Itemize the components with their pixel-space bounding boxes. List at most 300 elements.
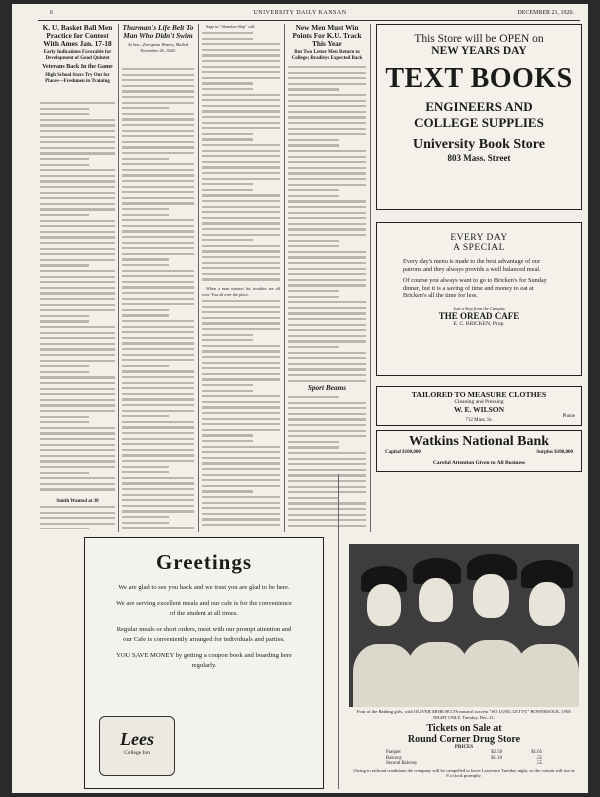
text-line [202,423,280,425]
text-line [202,105,280,107]
text-line [122,443,194,445]
text-line [40,444,115,446]
text-line [122,331,194,333]
text-line [40,186,115,188]
text-line [202,507,280,509]
text-line [122,247,194,249]
text-line [122,365,169,367]
text-line [122,90,194,92]
text-line [288,324,366,326]
text-line [40,404,115,406]
ad-new-years: NEW YEARS DAY [431,45,527,57]
text-line [202,468,280,470]
text-line [288,446,339,448]
text-line [40,304,115,306]
text-line [202,256,280,258]
text-line [122,471,169,473]
bathing-girls-photo [349,544,579,707]
text-line [202,88,253,90]
text-line [288,469,366,471]
text-line [288,122,366,124]
ad-cafe-owner: E. C. BRICKEN, Prop. [453,320,505,327]
subhead-basketball: Early Indications Favorable for Development of Good Quintet [43,50,112,61]
text-line [40,483,115,485]
text-line [288,519,366,521]
ticket-price-b: .55 [536,755,542,761]
text-line [122,449,194,451]
text-line [122,505,194,507]
text-line [288,430,366,432]
text-line [40,449,115,451]
column-divider [118,24,119,532]
text-line [40,360,115,362]
text-line [288,184,366,186]
text-line [288,195,339,197]
text-line [288,212,366,214]
text-line [122,482,194,484]
text-line [122,180,194,182]
text-line [202,60,280,62]
text-line [288,100,366,102]
text-line [122,320,194,322]
text-line [40,119,115,121]
text-line [202,378,280,380]
text-line [122,96,194,98]
text-line [40,236,115,238]
text-line [202,32,253,34]
text-line [40,276,115,278]
text-line [122,158,169,160]
text-line [40,214,89,216]
text-line [40,477,115,479]
text-line [202,328,280,330]
text-line [288,452,366,454]
text-line [202,94,280,96]
ticket-price-row [386,761,542,767]
ad-tailor-line1: TAILORED TO MEASURE CLOTHES [411,390,547,399]
subhead-track: But Two Letter Men Return to College; Bradleys Expected Back [291,50,363,61]
text-line [40,528,89,529]
text-line [202,362,280,364]
text-line [288,307,366,309]
text-line [288,340,366,342]
text-line [288,72,366,74]
text-line [288,290,339,292]
text-line [40,382,115,384]
text-line [288,240,339,242]
ticket-price-label: Balcony [386,755,402,761]
text-line [40,337,115,339]
text-line [288,497,339,499]
ad-cafe-body-1: Every day's menu is made to the best advantage of our patrons and they always provide a well balanced meal. [403,258,541,273]
text-line [122,85,194,87]
text-line [288,234,366,236]
text-line [202,373,280,375]
headline-track: New Men Must Win Points For K.U. Track This Year [292,24,362,48]
ad-engineers: ENGINEERS AND [425,99,533,114]
text-line [122,107,169,109]
text-line [40,460,115,462]
text-line [40,124,115,126]
text-line [40,371,89,373]
text-line [288,256,366,258]
ticket-price-label: Second Balcony [386,761,418,767]
text-line [122,79,194,81]
text-line [122,438,194,440]
text-line [40,432,115,434]
text-line [40,523,115,525]
text-line [122,348,194,350]
issue-date: DECEMBER 21, 1920. [517,10,574,16]
text-line [122,432,194,434]
column-1 [40,24,115,529]
ticket-price-table [346,750,582,767]
text-line [288,346,339,348]
text-line [122,510,194,512]
text-line [122,197,194,199]
greetings-title: Greetings [155,550,253,574]
text-line [202,317,280,319]
text-line [122,393,194,395]
text-line [202,49,280,51]
text-line [288,178,366,180]
text-line [288,111,366,113]
text-line [288,363,366,365]
text-line [202,401,280,403]
text-line [288,128,366,130]
ad-book-store [376,24,582,210]
text-line [202,446,280,448]
text-line [122,146,194,148]
text-line [202,412,280,414]
text-line [122,415,169,417]
text-line [122,236,194,238]
text-line [40,517,115,519]
text-line [202,384,253,386]
article-body [40,87,115,93]
text-line [122,303,194,305]
text-line [202,350,280,352]
text-line [122,118,194,120]
ticket-price-a: $2.50 [491,750,502,756]
text-line [288,105,366,107]
ad-cafe-body-2: Of course you always want to go to Bricken's for Sunday dinner, but it is a saving of time and money to eat at Bricken's all the time for less. [403,277,547,299]
text-line [40,298,115,300]
text-line [40,354,115,356]
text-line [202,99,280,101]
text-line [122,298,194,300]
text-line [122,135,194,137]
text-line [202,228,280,230]
ticket-title-1: Tickets on Sale at [426,723,502,735]
text-line [202,457,280,459]
text-line [122,522,169,524]
ad-tailor-name: W. E. WILSON [453,405,505,414]
greetings-p4: YOU SAVE MONEY by getting a coupon book and boarding here regularly. [116,652,292,669]
text-line [202,479,280,481]
text-line [288,413,366,415]
text-line [122,214,169,216]
text-line [40,287,115,289]
text-line [202,194,280,196]
text-line [40,259,115,261]
ad-tailor-address: 712 Mass. St. [465,418,493,423]
text-line [202,306,280,308]
text-line [288,139,339,141]
text-line [40,197,115,199]
greetings-p3: Regular meals or short orders, meet with our prompt attention and our Cafe is conveniently arranged for individuals and parties. [116,626,292,643]
text-line [122,354,194,356]
text-line [202,311,280,313]
lees-logo-sub: College Inn [124,750,150,756]
text-line [40,270,115,272]
text-line [40,164,89,166]
text-line [122,292,194,294]
text-line [202,356,280,358]
text-line [122,275,194,277]
text-line [288,352,366,354]
text-line [288,514,366,516]
text-line [40,136,115,138]
text-line [202,122,280,124]
text-line [202,485,280,487]
column-3 [202,24,280,529]
ad-store-address: 803 Mass. Street [447,153,511,163]
ad-open-line: This Store will be OPEN on [414,33,544,45]
text-line [288,418,366,420]
text-line [202,390,253,392]
text-line [202,138,253,140]
text-line [40,421,89,423]
text-line [288,66,366,68]
ticket-prices-label: PRICES [454,745,474,751]
ad-tailor-line2: Cleaning and Pressing [454,399,504,405]
text-line [122,477,194,479]
text-line [202,54,280,56]
headline-thurman: Thurman's Life Belt To Man Who Didn't Swim [122,24,194,40]
text-line [202,300,280,302]
text-line [202,77,280,79]
text-line [40,343,115,345]
ticket-price-a: $1.10 [491,755,502,761]
text-line [288,396,339,398]
text-line [202,406,280,408]
snippet-marries: When a man marries his troubles are all over. You all over the place. [202,286,280,297]
text-line [288,133,366,135]
ad-bank-capital: Capital $100,000 [385,450,421,455]
text-line [288,318,366,320]
ad-oread-cafe [376,222,582,376]
text-line [288,463,366,465]
text-line [202,82,253,84]
text-line [288,189,339,191]
ad-text-books: TEXT BOOKS [385,63,573,94]
text-line [40,427,115,429]
ad-cafe-tag: Just a Step from the Campus [453,305,505,311]
text-line [122,102,194,104]
text-line [40,292,115,294]
text-line [202,127,280,129]
text-line [202,206,280,208]
text-line [288,83,366,85]
text-line [40,108,89,110]
page-number: 6 [50,10,53,16]
text-line [202,150,280,152]
text-line [288,480,366,482]
text-line [122,309,169,311]
text-line [122,527,194,529]
text-line [288,474,366,476]
ad-tailor-phone: Phone [562,414,575,419]
text-line [202,183,253,185]
text-line [288,144,339,146]
text-line [288,335,366,337]
text-line [288,172,366,174]
text-line [202,278,280,280]
text-line [40,320,89,322]
text-line [40,315,89,317]
text-line [40,281,115,283]
text-line [202,496,280,498]
text-line [122,230,194,232]
text-line [40,309,115,311]
text-line [202,339,253,341]
text-line [40,231,115,233]
text-line [288,200,366,202]
text-line [122,219,194,221]
ad-greetings [84,537,324,789]
text-line [40,326,115,328]
text-line [202,245,280,247]
text-line [202,418,280,420]
text-line [288,161,366,163]
text-line [202,429,280,431]
text-line [40,410,115,412]
ad-tickets [346,709,582,789]
text-line [122,314,169,316]
text-line [288,296,339,298]
ad-store-name: University Book Store [413,137,545,152]
text-line [122,202,194,204]
dateline: At Sea—European Waters, Mailed November 26, 1920. [127,42,189,53]
headline-basketball: K. U. Basket Ball Men Practice for Contest With Ames Jan. 17-18 [42,24,113,48]
text-line [288,167,366,169]
text-line [122,342,194,344]
text-line [202,451,280,453]
text-line [202,155,280,157]
text-line [40,102,115,104]
text-line [122,242,194,244]
text-line [40,348,115,350]
masthead: UNIVERSITY DAILY KANSAN [253,10,347,16]
text-line [288,458,366,460]
lees-logo-text: Lees [120,729,154,749]
ad-college-supplies: COLLEGE SUPPLIES [414,115,544,130]
text-line [288,301,366,303]
text-line [202,239,253,241]
text-line [202,474,280,476]
text-line [202,395,280,397]
text-line [122,460,194,462]
text-line [288,441,339,443]
text-line [288,424,366,426]
text-line [202,110,280,112]
text-line [122,74,194,76]
text-line [122,499,194,501]
ticket-price-b: .55 [536,761,542,767]
text-line [202,367,280,369]
text-line [122,258,169,260]
text-line [40,147,115,149]
text-line [40,208,115,210]
text-line [122,359,194,361]
ad-cafe-name: THE OREAD CAFE [438,310,520,321]
text-line [40,376,115,378]
ticket-price-b: $1.65 [531,750,542,756]
text-line [202,211,280,213]
text-line [40,466,115,468]
text-line [122,326,194,328]
text-line [40,388,115,390]
text-line [202,273,280,275]
text-line [202,38,253,40]
text-line [122,124,194,126]
text-line [40,393,115,395]
text-line [288,262,366,264]
text-line [202,334,253,336]
ad-bank-surplus: Surplus $100,000 [536,450,573,455]
text-line [288,156,366,158]
text-line [40,130,115,132]
text-line [202,462,280,464]
headline-veterans: Veterans Back In the Game [42,64,113,70]
text-line [40,264,89,266]
column-4 [288,24,366,529]
text-line [40,192,115,194]
text-line [40,506,115,508]
text-line [202,161,280,163]
text-line [202,262,280,264]
text-line [202,217,280,219]
text-line [288,251,366,253]
ad-bank-name: Watkins National Bank [408,434,550,449]
text-line [288,206,366,208]
text-line [288,77,366,79]
header-rule [38,20,580,21]
text-line [288,374,366,376]
text-line [122,337,194,339]
subhead-veterans: High School Stars Try Out for Places—Freshmen in Training [45,73,110,84]
text-line [122,454,194,456]
text-line [122,186,194,188]
text-line [202,345,280,347]
snippet-abandon-ship: Sage in "Abandon Ship" call. [206,24,256,29]
text-line [288,245,339,247]
text-line [122,208,169,210]
text-line [288,273,366,275]
text-line [122,410,194,412]
ticket-price-label: Parquet [386,750,401,756]
text-line [202,322,280,324]
text-line [40,180,115,182]
text-line [40,220,115,222]
text-line [122,426,194,428]
text-line [40,152,115,154]
text-line [122,68,194,70]
text-line [202,144,280,146]
text-line [40,332,115,334]
text-line [202,172,280,174]
